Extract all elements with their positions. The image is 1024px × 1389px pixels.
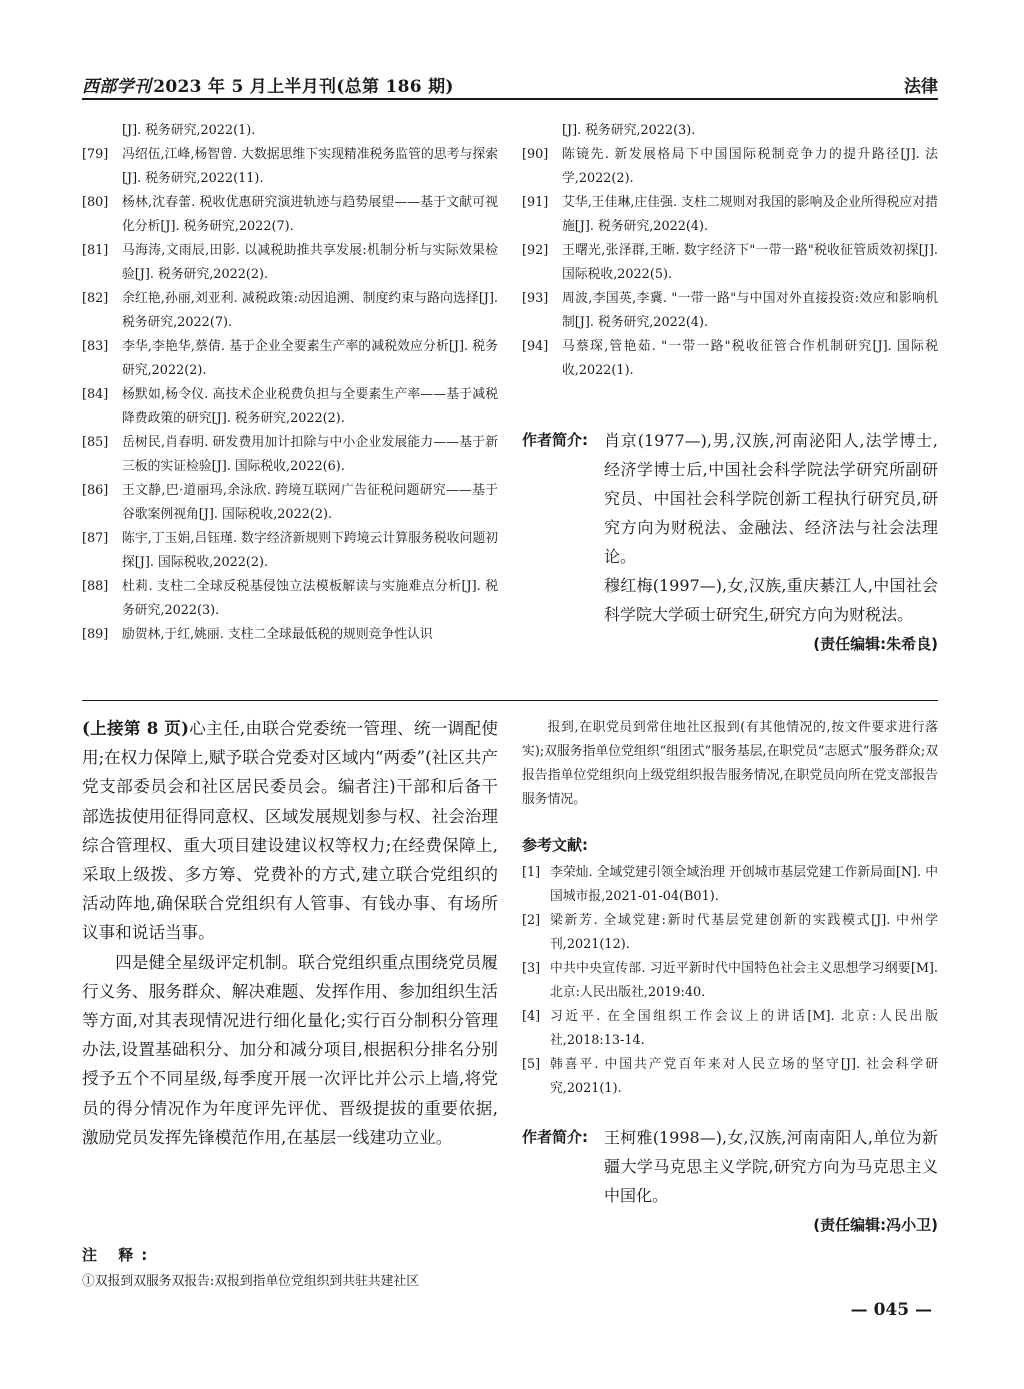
notes-section — [82, 1244, 498, 1293]
article-paragraph: 四是健全星级评定机制。联合党组织重点围绕党员履行义务、服务群众、解决难题、发挥作用、参加组织生活等方面,对其表现情况进行细化量化;实行百分制积分管理办法,设置基础积分、加分和减分项目,根据积分排名分别授予五个不同星级,每季度开展一次评比并公示上墙,将党员的得分情况作为年度评先评优、晋级提拔的重要依据,激励党员发挥先锋模范作用,在基层一线建功立业。 — [82, 952, 498, 1147]
section-label: 法律 — [904, 77, 938, 97]
page-header — [82, 68, 938, 98]
reference-item: [87] 陈宇,丁玉娟,吕钰瑾. 数字经济新规则下跨境云计算服务税收问题初探[J]. 国际税收,2022(2). — [82, 531, 498, 570]
bio-paragraph: 王柯雅(1998—),女,汉族,河南南阳人,单位为新疆大学马克思主义学院,研究方向为马克思主义中国化。 — [604, 1128, 938, 1205]
reference-item: [J]. 税务研究,2022(3). — [562, 123, 696, 138]
section-divider — [82, 700, 938, 701]
note-continuation: 报到,在职党员到常住地社区报到(有其他情况的,按文件要求进行落实);双服务指单位党组织“组团式”服务基层,在职党员“志愿式”服务群众;双报告指单位党组织向上级党组织报告服务情况,在职党员向所在党支部报告服务情况。 — [522, 720, 938, 807]
reference-item: [3] 中共中央宣传部. 习近平新时代中国特色社会主义思想学习纲要[M]. 北京:人民出版社,2019:40. — [522, 961, 938, 1000]
reference-item: [4] 习近平. 在全国组织工作会议上的讲话[M]. 北京:人民出版社,2018:13-14. — [522, 1009, 938, 1048]
reference-item: [92] 王曙光,张泽群,王晰. 数字经济下"一带一路"税收征管质效初探[J]. 国际税收,2022(5). — [522, 243, 938, 282]
right-lower-column — [522, 716, 938, 1235]
reference-item: [84] 杨默如,杨令仪. 高技术企业税费负担与全要素生产率——基于减税降费政策的研究[J]. 税务研究,2022(2). — [82, 387, 498, 426]
reference-item: [89] 励贺林,于红,姚丽. 支柱二全球最低税的规则竞争性认识 — [82, 627, 433, 642]
header-rule — [82, 98, 938, 100]
journal-logo: 西部学刊 — [82, 77, 152, 97]
article-paragraph: 心主任,由联合党委统一管理、统一调配使用;在权力保障上,赋予联合党委对区域内“两委”(社区共产党支部委员会和社区居民委员会。编者注)干部和后备干部选拔使用征得同意权、区域发展规划参与权、社会治理综合管理权、重大项目建设建议权等权力;在经费保障上,采取上级拨、多方筹、党费补的方式,建立联合党组织的活动阵地,确保联合党组织有人管事、有钱办事、有场所议事和说话当事。 — [82, 719, 498, 943]
reference-item: [90] 陈镜先. 新发展格局下中国国际税制竞争力的提升路径[J]. 法学,2022(2). — [522, 147, 938, 186]
bio-paragraph: 肖京(1977—),男,汉族,河南泌阳人,法学博士,经济学博士后,中国社会科学院法学研究所副研究员、中国社会科学院创新工程执行研究员,研究方向为财税法、金融法、经济法与社会法理论。 — [604, 431, 938, 566]
author-bio-top — [522, 426, 938, 654]
references-title: 参考文献: — [522, 836, 588, 854]
reference-item: [1] 李荣灿. 全域党建引领全域治理 开创城市基层党建工作新局面[N]. 中国城市报,2021-01-04(B01). — [522, 865, 938, 904]
reference-item: [80] 杨林,沈春蕾. 税收优惠研究演进轨迹与趋势展望——基于文献可视化分析[J]. 税务研究,2022(7). — [82, 195, 498, 234]
article-body — [82, 714, 498, 1152]
reference-item: [88] 杜莉. 支柱二全球反税基侵蚀立法模板解读与实施难点分析[J]. 税务研究,2022(3). — [82, 579, 498, 618]
notes-title: 注 释: — [82, 1246, 156, 1264]
right-reference-list — [522, 119, 938, 383]
reference-item: [2] 梁新芳. 全域党建:新时代基层党建创新的实践模式[J]. 中州学刊,2021(12). — [522, 913, 938, 952]
reference-item: [81] 马海涛,文雨辰,田影. 以减税助推共享发展:机制分析与实际效果检验[J]. 税务研究,2022(2). — [82, 243, 498, 282]
issue-label: 2023 年 5 月上半月刊(总第 186 期) — [153, 77, 454, 97]
reference-item: [94] 马蔡琛,管艳茹. "一带一路"税收征管合作机制研究[J]. 国际税收,2022(1). — [522, 339, 938, 378]
responsible-editor: (责任编辑:朱希良) — [813, 635, 938, 653]
reference-item: [5] 韩喜平. 中国共产党百年来对人民立场的坚守[J]. 社会科学研究,2021(1). — [522, 1057, 938, 1096]
reference-item: [82] 余红艳,孙丽,刘亚利. 减税政策:动因追溯、制度约束与路向选择[J]. 税务研究,2022(7). — [82, 291, 498, 330]
bio-label: 作者简介: — [522, 1128, 588, 1146]
reference-item: [79] 冯绍伍,江峰,杨智曾. 大数据思维下实现精准税务监管的思考与探索[J]. 税务研究,2022(11). — [82, 147, 498, 186]
reference-list — [522, 861, 938, 1101]
responsible-editor: (责任编辑:冯小卫) — [813, 1216, 938, 1234]
note-item: ①双报到双服务双报告:双报到指单位党组织到共驻共建社区 — [82, 1274, 420, 1289]
continued-from-label: (上接第 8 页) — [82, 718, 190, 738]
journal-issue — [82, 72, 454, 97]
reference-item: [J]. 税务研究,2022(1). — [122, 123, 256, 138]
bio-label: 作者简介: — [522, 431, 588, 449]
left-reference-list — [82, 119, 498, 647]
page-number: — 045 — — [850, 1300, 932, 1320]
reference-item: [85] 岳树民,肖春明. 研发费用加计扣除与中小企业发展能力——基于新三板的实证检验[J]. 国际税收,2022(6). — [82, 435, 498, 474]
reference-item: [93] 周波,李国英,李冀. "一带一路"与中国对外直接投资:效应和影响机制[J]. 税务研究,2022(4). — [522, 291, 938, 330]
reference-item: [91] 艾华,王佳琳,庄佳强. 支柱二规则对我国的影响及企业所得税应对措施[J]. 税务研究,2022(4). — [522, 195, 938, 234]
reference-item: [86] 王文静,巴·道丽玛,余泳欣. 跨境互联网广告征税问题研究——基于谷歌案例视角[J]. 国际税收,2022(2). — [82, 483, 498, 522]
bio-paragraph: 穆红梅(1997—),女,汉族,重庆綦江人,中国社会科学院大学硕士研究生,研究方向为财税法。 — [604, 576, 938, 624]
reference-item: [83] 李华,李艳华,蔡倩. 基于企业全要素生产率的减税效应分析[J]. 税务研究,2022(2). — [82, 339, 498, 378]
author-bio-bottom — [522, 1123, 938, 1210]
